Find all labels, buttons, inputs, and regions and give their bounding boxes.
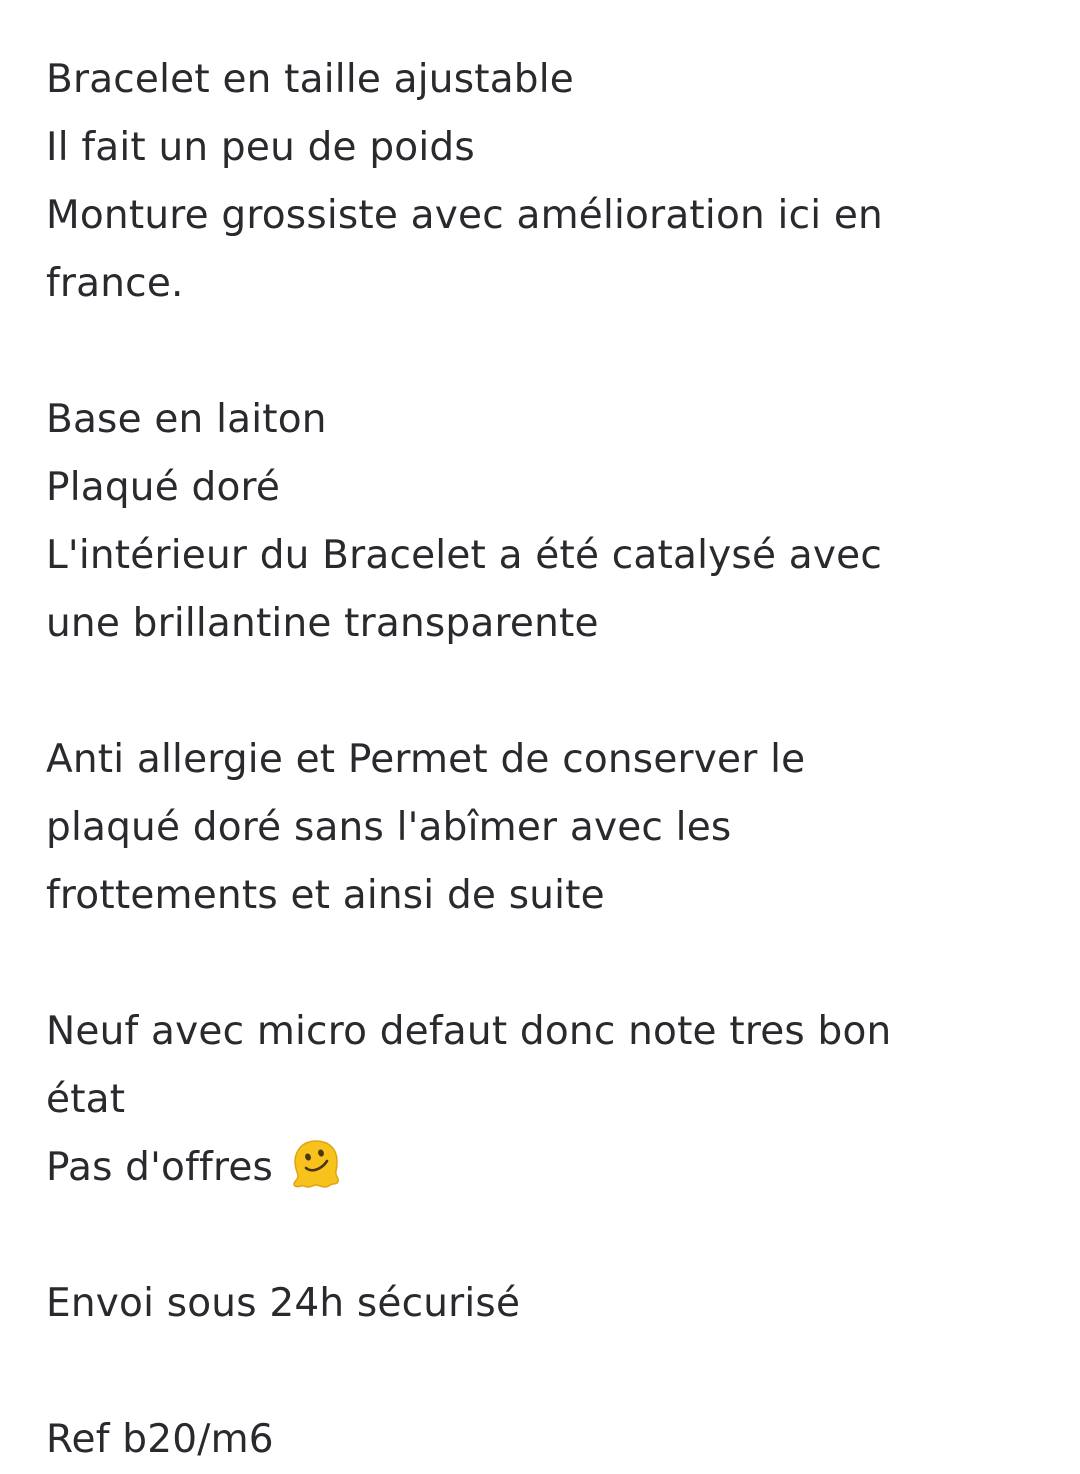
description-line-4: france. <box>46 261 184 306</box>
paragraph-gap <box>46 1338 1040 1406</box>
description-line-5: Base en laiton <box>46 397 327 442</box>
description-line-16: Ref b20/m6 <box>46 1417 274 1462</box>
description-line-10: plaqué doré sans l'abîmer avec les <box>46 805 732 850</box>
description-line-8: une brillantine transparente <box>46 601 599 646</box>
description-line-12: Neuf avec micro defaut donc note tres bon <box>46 1009 892 1054</box>
melting-face-icon <box>290 1138 342 1190</box>
description-line-3: Monture grossiste avec amélioration ici en <box>46 193 883 238</box>
paragraph-gap <box>46 318 1040 386</box>
description-line-15: Envoi sous 24h sécurisé <box>46 1281 521 1326</box>
no-offers-text: Pas d'offres <box>46 1145 274 1190</box>
description-line-1: Bracelet en taille ajustable <box>46 57 574 102</box>
description-line-2: Il fait un peu de poids <box>46 125 475 170</box>
description-line-7: L'intérieur du Bracelet a été catalysé avec <box>46 533 882 578</box>
description-line-14 <box>46 1134 1040 1202</box>
description-line-6: Plaqué doré <box>46 465 281 510</box>
paragraph-gap <box>46 930 1040 998</box>
description-line-9: Anti allergie et Permet de conserver le <box>46 737 806 782</box>
description-line-11: frottements et ainsi de suite <box>46 873 605 918</box>
paragraph-gap <box>46 1202 1040 1270</box>
paragraph-gap <box>46 658 1040 726</box>
description-line-13: état <box>46 1077 126 1122</box>
